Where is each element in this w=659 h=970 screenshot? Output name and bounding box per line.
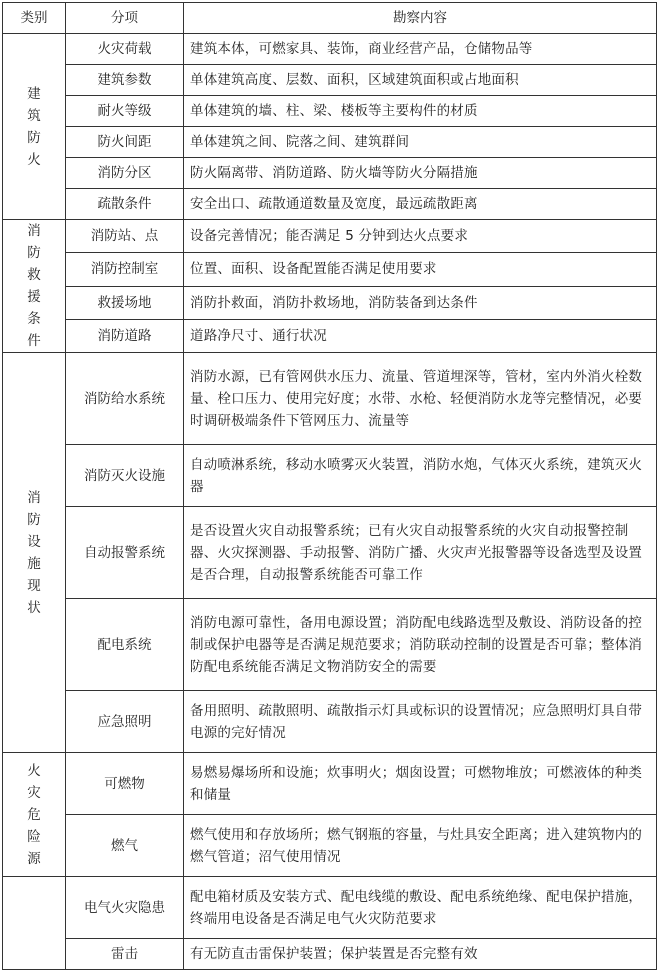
content-cell: 消防水源，已有管网供水压力、流量、管道埋深等，管材，室内外消火栓数量、栓口压力、使用完好度；水带、水枪、轻便消防水龙等完整情况，必要时调研极端条件下管网压力、流量等 [184, 353, 657, 445]
category-label: 火灾危险源 [27, 762, 41, 867]
item-cell: 消防控制室 [66, 253, 184, 286]
table-row [3, 253, 657, 286]
item-cell: 消防站、点 [66, 220, 184, 253]
header-content: 勘察内容 [184, 3, 657, 34]
table-row [3, 445, 657, 507]
content-cell: 位置、面积、设备配置能否满足使用要求 [184, 253, 657, 286]
content-cell: 单体建筑之间、院落之间、建筑群间 [184, 127, 657, 158]
item-cell: 自动报警系统 [66, 507, 184, 599]
content-cell: 防火隔离带、消防道路、防火墙等防火分隔措施 [184, 158, 657, 189]
content-cell: 有无防直击雷保护装置；保护装置是否完整有效 [184, 939, 657, 970]
header-category: 类别 [3, 3, 66, 34]
item-cell: 配电系统 [66, 599, 184, 691]
content-cell: 道路净尺寸、通行状况 [184, 319, 657, 352]
content-cell: 易燃易爆场所和设施；炊事明火；烟囱设置；可燃物堆放；可燃液体的种类和储量 [184, 753, 657, 815]
table-row [3, 65, 657, 96]
item-cell: 耐火等级 [66, 96, 184, 127]
category-label: 消防设施现状 [27, 489, 41, 616]
item-cell: 救援场地 [66, 286, 184, 319]
table-row [3, 599, 657, 691]
category-label: 消防救援条件 [27, 223, 41, 349]
item-cell: 消防灭火设施 [66, 445, 184, 507]
table-row [3, 877, 657, 939]
table-row [3, 34, 657, 65]
table-row [3, 127, 657, 158]
table-row [3, 158, 657, 189]
category-cell [3, 353, 66, 753]
content-cell: 备用照明、疏散照明、疏散指示灯具或标识的设置情况；应急照明灯具自带电源的完好情况 [184, 691, 657, 753]
content-cell: 燃气使用和存放场所；燃气钢瓶的容量，与灶具安全距离；进入建筑物内的燃气管道；沼气使用情况 [184, 815, 657, 877]
content-cell: 单体建筑的墙、柱、梁、楼板等主要构件的材质 [184, 96, 657, 127]
content-cell: 消防电源可靠性，备用电源设置；消防配电线路选型及敷设、消防设备的控制或保护电器等是否满足规范要求；消防联动控制的设置是否可靠；整体消防配电系统能否满足文物消防安全的需要 [184, 599, 657, 691]
table-row [3, 96, 657, 127]
table-row [3, 691, 657, 753]
item-cell: 可燃物 [66, 753, 184, 815]
table-row [3, 220, 657, 253]
item-cell: 防火间距 [66, 127, 184, 158]
content-cell: 设备完善情况；能否满足 5 分钟到达火点要求 [184, 220, 657, 253]
item-cell: 电气火灾隐患 [66, 877, 184, 939]
item-cell: 疏散条件 [66, 189, 184, 220]
content-cell: 建筑本体，可燃家具、装饰，商业经营产品，仓储物品等 [184, 34, 657, 65]
table-row [3, 815, 657, 877]
item-cell: 燃气 [66, 815, 184, 877]
item-cell: 建筑参数 [66, 65, 184, 96]
header-row [3, 3, 657, 34]
content-cell: 单体建筑高度、层数、面积，区域建筑面积或占地面积 [184, 65, 657, 96]
table-row [3, 286, 657, 319]
content-cell: 消防扑救面，消防扑救场地，消防装备到达条件 [184, 286, 657, 319]
item-cell: 消防给水系统 [66, 353, 184, 445]
content-cell: 配电箱材质及安装方式、配电线缆的敷设、配电系统绝缘、配电保护措施，终端用电设备是否满足电气火灾防范要求 [184, 877, 657, 939]
content-cell: 安全出口、疏散通道数量及宽度，最远疏散距离 [184, 189, 657, 220]
fire-survey-table [2, 2, 657, 970]
content-cell: 是否设置火灾自动报警系统；已有火灾自动报警系统的火灾自动报警控制器、火灾探测器、手动报警、消防广播、火灾声光报警器等设备选型及设置是否合理，自动报警系统能否可靠工作 [184, 507, 657, 599]
table-row [3, 939, 657, 970]
category-cell [3, 34, 66, 220]
content-cell: 自动喷淋系统，移动水喷雾灭火装置，消防水炮，气体灭火系统，建筑灭火器 [184, 445, 657, 507]
table-row [3, 189, 657, 220]
table-row [3, 319, 657, 352]
item-cell: 消防分区 [66, 158, 184, 189]
table-row [3, 507, 657, 599]
item-cell: 消防道路 [66, 319, 184, 352]
category-cell [3, 877, 66, 970]
table-row [3, 753, 657, 815]
category-cell [3, 753, 66, 877]
category-cell [3, 220, 66, 353]
header-item: 分项 [66, 3, 184, 34]
item-cell: 火灾荷载 [66, 34, 184, 65]
table-row [3, 353, 657, 445]
item-cell: 雷击 [66, 939, 184, 970]
category-label: 建筑防火 [27, 85, 41, 168]
item-cell: 应急照明 [66, 691, 184, 753]
